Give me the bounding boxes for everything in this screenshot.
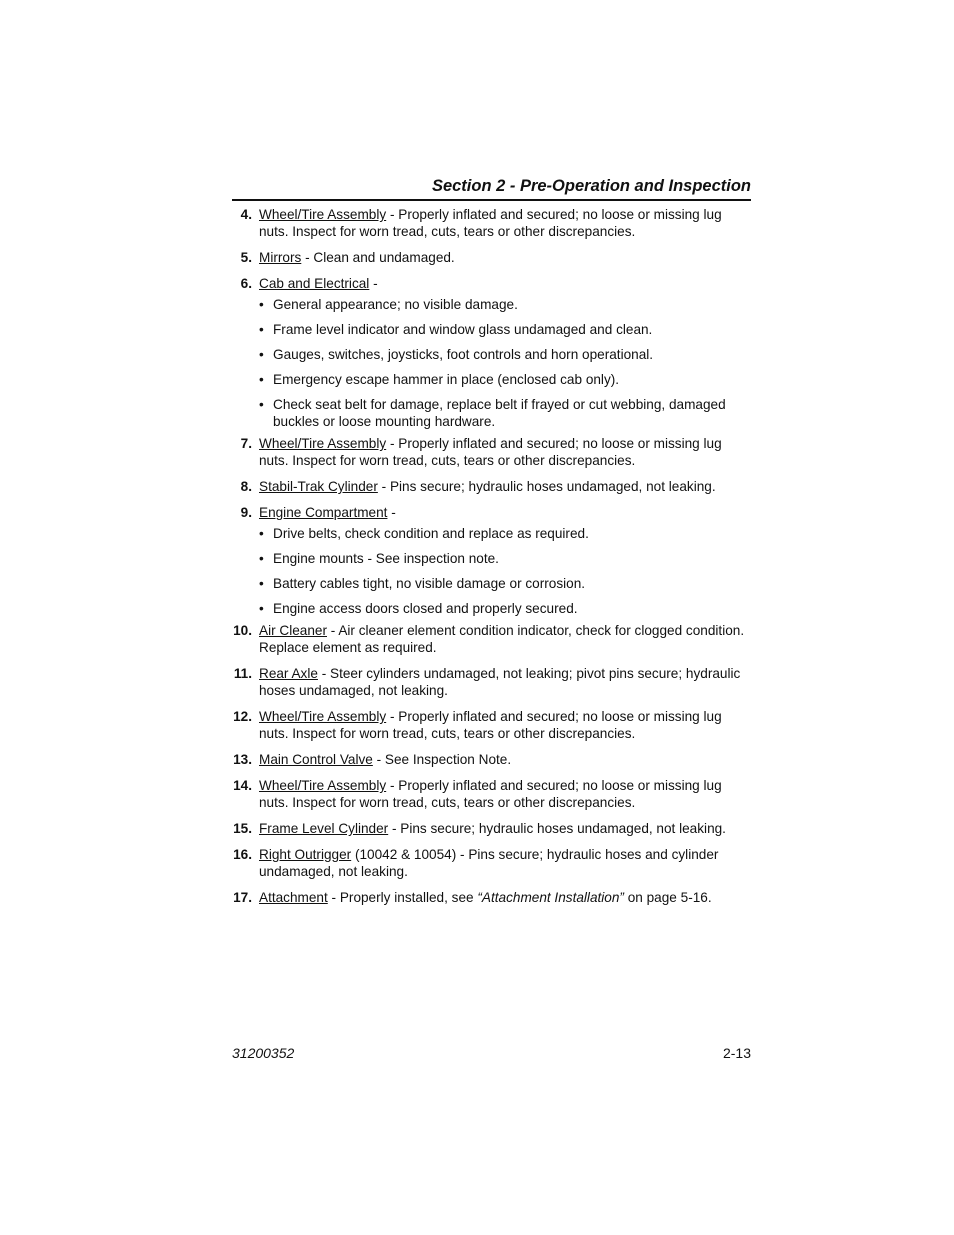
item-number: 13. bbox=[233, 752, 252, 767]
list-item-7 bbox=[232, 435, 754, 469]
document-number: 31200352 bbox=[232, 1045, 295, 1061]
bullet-dot-icon: • bbox=[259, 297, 264, 312]
list-item-14 bbox=[232, 777, 754, 811]
item-text: - Properly inflated and secured; no loose or missing lug nuts. Inspect for worn tread, cuts, tears or other discrepancies. bbox=[259, 436, 722, 468]
item-title: Mirrors bbox=[259, 250, 302, 265]
item-number: 15. bbox=[233, 821, 252, 836]
item-number: 11. bbox=[233, 666, 252, 681]
list-item-6 bbox=[232, 275, 754, 430]
item-title: Air Cleaner bbox=[259, 623, 327, 638]
item-number: 14. bbox=[233, 778, 252, 793]
item-number: 8. bbox=[240, 479, 252, 494]
item-text: - bbox=[387, 505, 396, 520]
list-item-13 bbox=[232, 751, 754, 768]
item-text: - Properly inflated and secured; no loose or missing lug nuts. Inspect for worn tread, cuts, tears or other discrepancies. bbox=[259, 778, 722, 810]
item-title: Wheel/Tire Assembly bbox=[259, 709, 387, 724]
bullet-text: Gauges, switches, joysticks, foot controls and horn operational. bbox=[273, 347, 654, 362]
list-item-11 bbox=[232, 665, 754, 699]
bullet-list bbox=[259, 525, 754, 617]
bullet-dot-icon: • bbox=[259, 322, 264, 337]
item-number: 6. bbox=[240, 276, 252, 291]
item-text: - See Inspection Note. bbox=[372, 752, 512, 767]
item-text: - Air cleaner element condition indicator, check for clogged condition. Replace element as required. bbox=[259, 623, 745, 655]
list-item-9 bbox=[232, 504, 754, 617]
list-item-5 bbox=[232, 249, 754, 266]
list-item-8 bbox=[232, 478, 754, 495]
item-title: Frame Level Cylinder bbox=[259, 821, 389, 836]
list-item-15 bbox=[232, 820, 754, 837]
item-number: 16. bbox=[233, 847, 252, 862]
bullet-text: Drive belts, check condition and replace as required. bbox=[273, 526, 589, 541]
item-text: - bbox=[369, 276, 378, 291]
item-title: Wheel/Tire Assembly bbox=[259, 436, 387, 451]
item-text: - Properly inflated and secured; no loose or missing lug nuts. Inspect for worn tread, cuts, tears or other discrepancies. bbox=[259, 207, 722, 239]
bullet-item bbox=[259, 296, 754, 313]
bullet-text: Battery cables tight, no visible damage or corrosion. bbox=[273, 576, 586, 591]
bullet-item bbox=[259, 396, 754, 430]
item-text: (10042 & 10054) - Pins secure; hydraulic hoses and cylinder undamaged, not leaking. bbox=[259, 847, 719, 879]
list-item-4 bbox=[232, 206, 754, 240]
inspection-list bbox=[232, 206, 754, 915]
page-number: 2-13 bbox=[722, 1045, 751, 1061]
item-title: Attachment bbox=[259, 890, 328, 905]
bullet-dot-icon: • bbox=[259, 601, 264, 616]
section-header bbox=[232, 176, 751, 201]
item-number: 4. bbox=[240, 207, 252, 222]
item-title: Wheel/Tire Assembly bbox=[259, 207, 387, 222]
item-title: Engine Compartment bbox=[259, 505, 388, 520]
bullet-text: Check seat belt for damage, replace belt if frayed or cut webbing, damaged buckles or loose mounting hardware. bbox=[273, 397, 726, 429]
bullet-dot-icon: • bbox=[259, 347, 264, 362]
bullet-item bbox=[259, 600, 754, 617]
item-text: - Clean and undamaged. bbox=[301, 250, 455, 265]
bullet-item bbox=[259, 371, 754, 388]
bullet-item bbox=[259, 525, 754, 542]
item-number: 10. bbox=[233, 623, 252, 638]
item-number: 12. bbox=[233, 709, 252, 724]
bullet-dot-icon: • bbox=[259, 372, 264, 387]
item-title: Right Outrigger bbox=[259, 847, 352, 862]
bullet-dot-icon: • bbox=[259, 576, 264, 591]
bullet-text: General appearance; no visible damage. bbox=[273, 297, 518, 312]
bullet-text: Engine access doors closed and properly secured. bbox=[273, 601, 578, 616]
bullet-item bbox=[259, 550, 754, 567]
list-item-10 bbox=[232, 622, 754, 656]
item-number: 7. bbox=[240, 436, 252, 451]
item-title: Wheel/Tire Assembly bbox=[259, 778, 387, 793]
bullet-text: Frame level indicator and window glass undamaged and clean. bbox=[273, 322, 653, 337]
item-number: 9. bbox=[240, 505, 252, 520]
item-title: Cab and Electrical bbox=[259, 276, 370, 291]
section-title: Section 2 - Pre-Operation and Inspection bbox=[431, 177, 751, 195]
item-title: Rear Axle bbox=[259, 666, 318, 681]
bullet-dot-icon: • bbox=[259, 526, 264, 541]
bullet-item bbox=[259, 346, 754, 363]
item-number: 5. bbox=[240, 250, 252, 265]
item-title: Stabil-Trak Cylinder bbox=[259, 479, 378, 494]
item-number: 17. bbox=[233, 890, 252, 905]
bullet-dot-icon: • bbox=[259, 551, 264, 566]
item-text: - Properly inflated and secured; no loose or missing lug nuts. Inspect for worn tread, cuts, tears or other discrepancies. bbox=[259, 709, 722, 741]
item-text: - Pins secure; hydraulic hoses undamaged, not leaking. bbox=[388, 821, 726, 836]
list-item-12 bbox=[232, 708, 754, 742]
bullet-text: Engine mounts - See inspection note. bbox=[273, 551, 499, 566]
item-text: - Properly installed, see bbox=[327, 890, 478, 905]
cross-reference: “Attachment Installation” bbox=[477, 890, 624, 905]
item-title: Main Control Valve bbox=[259, 752, 373, 767]
item-text: - Pins secure; hydraulic hoses undamaged, not leaking. bbox=[377, 479, 716, 494]
item-text: - Steer cylinders undamaged, not leaking; pivot pins secure; hydraulic hoses undamaged, not leaking. bbox=[259, 666, 741, 698]
bullet-text: Emergency escape hammer in place (enclosed cab only). bbox=[273, 372, 620, 387]
bullet-item bbox=[259, 575, 754, 592]
bullet-dot-icon: • bbox=[259, 397, 264, 412]
bullet-item bbox=[259, 321, 754, 338]
item-text-end: on page 5-16. bbox=[623, 890, 712, 905]
list-item-16 bbox=[232, 846, 754, 880]
list-item-17 bbox=[232, 889, 754, 906]
bullet-list bbox=[259, 296, 754, 430]
